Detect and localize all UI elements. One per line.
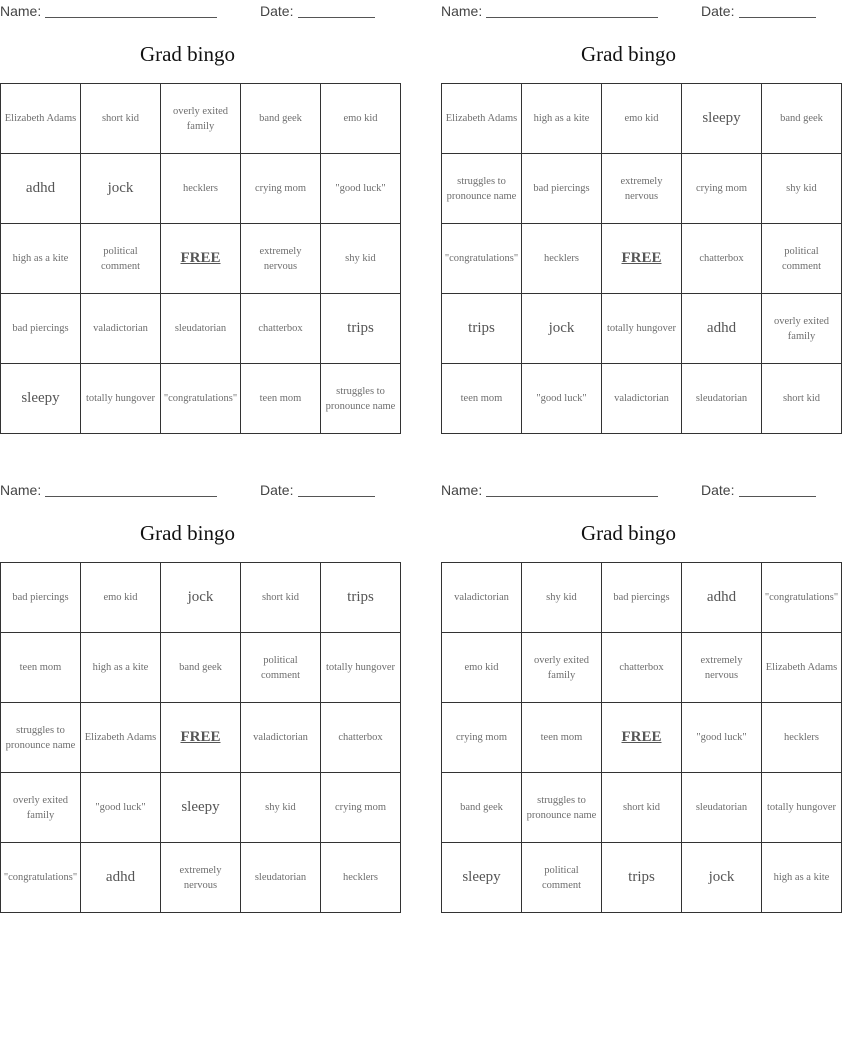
bingo-cell[interactable]: crying mom: [682, 154, 762, 224]
name-label: Name:: [0, 3, 42, 19]
bingo-cell[interactable]: struggles to pronounce name: [522, 773, 602, 843]
date-blank-line[interactable]: [739, 17, 816, 18]
bingo-cell[interactable]: Elizabeth Adams: [1, 84, 81, 154]
bingo-row: [442, 84, 842, 154]
bingo-cell[interactable]: hecklers: [762, 703, 842, 773]
bingo-row: [442, 224, 842, 294]
bingo-row: [442, 154, 842, 224]
bingo-cell[interactable]: political comment: [81, 224, 161, 294]
bingo-row: [1, 294, 401, 364]
bingo-row: [1, 633, 401, 703]
bingo-cell[interactable]: chatterbox: [682, 224, 762, 294]
bingo-row: [442, 773, 842, 843]
bingo-cell[interactable]: valadictorian: [602, 364, 682, 434]
bingo-cell[interactable]: bad piercings: [522, 154, 602, 224]
name-label: Name:: [441, 3, 483, 19]
bingo-row: [1, 154, 401, 224]
name-date-line: [441, 479, 816, 501]
bingo-cell[interactable]: high as a kite: [522, 84, 602, 154]
bingo-cell[interactable]: overly exited family: [161, 84, 241, 154]
free-space[interactable]: FREE: [602, 703, 682, 773]
card-title: Grad bingo: [580, 521, 677, 545]
bingo-cell[interactable]: short kid: [602, 773, 682, 843]
date-label: Date:: [260, 3, 294, 19]
bingo-cell[interactable]: adhd: [81, 843, 161, 913]
bingo-cell[interactable]: political comment: [522, 843, 602, 913]
bingo-cell[interactable]: chatterbox: [602, 633, 682, 703]
date-blank-line[interactable]: [298, 496, 375, 497]
bingo-cell[interactable]: political comment: [762, 224, 842, 294]
bingo-cell[interactable]: extremely nervous: [602, 154, 682, 224]
bingo-cell[interactable]: struggles to pronounce name: [442, 154, 522, 224]
bingo-cell[interactable]: band geek: [442, 773, 522, 843]
bingo-cell[interactable]: shy kid: [762, 154, 842, 224]
bingo-cell[interactable]: jock: [81, 154, 161, 224]
bingo-card-3: [0, 479, 396, 914]
bingo-row: [1, 224, 401, 294]
bingo-cell[interactable]: "good luck": [81, 773, 161, 843]
name-blank-line[interactable]: [486, 17, 658, 18]
bingo-cell[interactable]: teen mom: [442, 364, 522, 434]
bingo-cell[interactable]: band geek: [161, 633, 241, 703]
bingo-cell[interactable]: sleudatorian: [682, 773, 762, 843]
bingo-cell[interactable]: "congratulations": [1, 843, 81, 913]
bingo-cell[interactable]: trips: [602, 843, 682, 913]
bingo-cell[interactable]: band geek: [762, 84, 842, 154]
bingo-cell[interactable]: political comment: [241, 633, 321, 703]
bingo-cell[interactable]: valadictorian: [81, 294, 161, 364]
bingo-cell[interactable]: adhd: [1, 154, 81, 224]
bingo-cell[interactable]: jock: [522, 294, 602, 364]
name-date-line: [0, 479, 375, 501]
bingo-row: [1, 773, 401, 843]
bingo-row: [1, 843, 401, 913]
bingo-cell[interactable]: sleepy: [1, 364, 81, 434]
name-date-line: [441, 0, 816, 22]
bingo-cell[interactable]: teen mom: [522, 703, 602, 773]
bingo-cell[interactable]: extremely nervous: [682, 633, 762, 703]
bingo-cell[interactable]: "congratulations": [161, 364, 241, 434]
bingo-cell[interactable]: jock: [682, 843, 762, 913]
bingo-row: [442, 294, 842, 364]
bingo-cell[interactable]: totally hungover: [321, 633, 401, 703]
bingo-cell[interactable]: sleudatorian: [161, 294, 241, 364]
bingo-cell[interactable]: overly exited family: [1, 773, 81, 843]
bingo-cell[interactable]: sleepy: [442, 843, 522, 913]
card-title: Grad bingo: [139, 42, 236, 66]
name-blank-line[interactable]: [486, 496, 658, 497]
bingo-cell[interactable]: Elizabeth Adams: [762, 633, 842, 703]
bingo-cell[interactable]: shy kid: [522, 563, 602, 633]
bingo-cell[interactable]: hecklers: [522, 224, 602, 294]
bingo-card-4: [441, 479, 839, 914]
name-date-line: [0, 0, 375, 22]
bingo-cell[interactable]: bad piercings: [1, 563, 81, 633]
bingo-cell[interactable]: sleudatorian: [682, 364, 762, 434]
date-label: Date:: [701, 3, 735, 19]
bingo-cell[interactable]: chatterbox: [321, 703, 401, 773]
bingo-cell[interactable]: sleepy: [161, 773, 241, 843]
bingo-cell[interactable]: "good luck": [321, 154, 401, 224]
bingo-card-2: [441, 0, 830, 435]
bingo-cell[interactable]: crying mom: [241, 154, 321, 224]
bingo-cell[interactable]: hecklers: [161, 154, 241, 224]
bingo-card-1: [0, 0, 396, 435]
bingo-cell[interactable]: emo kid: [442, 633, 522, 703]
bingo-cell[interactable]: extremely nervous: [241, 224, 321, 294]
bingo-row: [442, 563, 842, 633]
free-space[interactable]: FREE: [602, 224, 682, 294]
bingo-cell[interactable]: "good luck": [522, 364, 602, 434]
bingo-cell[interactable]: "congratulations": [762, 563, 842, 633]
bingo-cell[interactable]: valadictorian: [442, 563, 522, 633]
bingo-cell[interactable]: "congratulations": [442, 224, 522, 294]
bingo-row: [1, 563, 401, 633]
bingo-cell[interactable]: Elizabeth Adams: [442, 84, 522, 154]
bingo-cell[interactable]: band geek: [241, 84, 321, 154]
card-title: Grad bingo: [580, 42, 677, 66]
bingo-cell[interactable]: emo kid: [602, 84, 682, 154]
bingo-grid: [0, 83, 401, 434]
bingo-cell[interactable]: extremely nervous: [161, 843, 241, 913]
bingo-cell[interactable]: shy kid: [241, 773, 321, 843]
bingo-row: [1, 703, 401, 773]
bingo-cell[interactable]: struggles to pronounce name: [321, 364, 401, 434]
bingo-cell[interactable]: trips: [321, 563, 401, 633]
date-blank-line[interactable]: [298, 17, 375, 18]
bingo-row: [442, 364, 842, 434]
bingo-cell[interactable]: high as a kite: [762, 843, 842, 913]
bingo-cell[interactable]: chatterbox: [241, 294, 321, 364]
name-blank-line[interactable]: [45, 17, 217, 18]
bingo-cell[interactable]: shy kid: [321, 224, 401, 294]
name-label: Name:: [441, 482, 483, 498]
bingo-cell[interactable]: teen mom: [241, 364, 321, 434]
bingo-cell[interactable]: bad piercings: [602, 563, 682, 633]
bingo-cell[interactable]: valadictorian: [241, 703, 321, 773]
bingo-cell[interactable]: trips: [321, 294, 401, 364]
bingo-cell[interactable]: short kid: [241, 563, 321, 633]
free-space[interactable]: FREE: [161, 703, 241, 773]
bingo-cell[interactable]: crying mom: [321, 773, 401, 843]
bingo-grid: [441, 83, 842, 434]
bingo-cell[interactable]: bad piercings: [1, 294, 81, 364]
bingo-grid: [441, 562, 842, 913]
bingo-cell[interactable]: high as a kite: [1, 224, 81, 294]
bingo-cell[interactable]: trips: [442, 294, 522, 364]
bingo-cell[interactable]: totally hungover: [602, 294, 682, 364]
bingo-cell[interactable]: totally hungover: [762, 773, 842, 843]
bingo-cell[interactable]: teen mom: [1, 633, 81, 703]
bingo-cell[interactable]: short kid: [81, 84, 161, 154]
bingo-cell[interactable]: short kid: [762, 364, 842, 434]
bingo-cell[interactable]: overly exited family: [762, 294, 842, 364]
bingo-cell[interactable]: overly exited family: [522, 633, 602, 703]
date-label: Date:: [260, 482, 294, 498]
name-blank-line[interactable]: [45, 496, 217, 497]
card-title: Grad bingo: [139, 521, 236, 545]
bingo-row: [1, 84, 401, 154]
bingo-row: [442, 703, 842, 773]
bingo-cell[interactable]: Elizabeth Adams: [81, 703, 161, 773]
bingo-cell[interactable]: emo kid: [321, 84, 401, 154]
bingo-cell[interactable]: adhd: [682, 294, 762, 364]
bingo-cell[interactable]: "good luck": [682, 703, 762, 773]
bingo-cell[interactable]: high as a kite: [81, 633, 161, 703]
date-label: Date:: [701, 482, 735, 498]
bingo-grid: [0, 562, 401, 913]
bingo-cell[interactable]: adhd: [682, 563, 762, 633]
bingo-row: [1, 364, 401, 434]
bingo-row: [442, 633, 842, 703]
free-space[interactable]: FREE: [161, 224, 241, 294]
bingo-cell[interactable]: sleudatorian: [241, 843, 321, 913]
name-label: Name:: [0, 482, 42, 498]
bingo-cell[interactable]: emo kid: [81, 563, 161, 633]
date-blank-line[interactable]: [739, 496, 816, 497]
bingo-cell[interactable]: hecklers: [321, 843, 401, 913]
bingo-cell[interactable]: totally hungover: [81, 364, 161, 434]
bingo-cell[interactable]: jock: [161, 563, 241, 633]
bingo-cell[interactable]: sleepy: [682, 84, 762, 154]
bingo-cell[interactable]: crying mom: [442, 703, 522, 773]
bingo-row: [442, 843, 842, 913]
bingo-cell[interactable]: struggles to pronounce name: [1, 703, 81, 773]
